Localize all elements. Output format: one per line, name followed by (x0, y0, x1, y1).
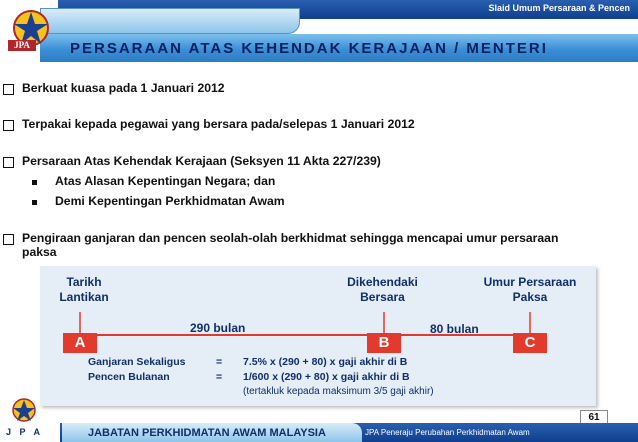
bullet-1: Berkuat kuasa pada 1 Januari 2012 (22, 81, 225, 95)
footer-tagline: JPA Peneraju Perubahan Perkhidmatan Awam (365, 428, 530, 437)
calc-label-pencen: Pencen Bulanan (88, 371, 170, 383)
sub-bullet-1: Atas Alasan Kepentingan Negara; dan (55, 174, 276, 188)
segment-80-label: 80 bulan (430, 322, 479, 336)
calc-formula-pencen: 1/600 x (290 + 80) x gaji akhir di B (243, 371, 410, 383)
calc-label-ganjaran: Ganjaran Sekaligus (88, 356, 186, 368)
calc-note: (tertakluk kepada maksimum 3/5 gaji akhir) (243, 386, 434, 397)
calc-formula-ganjaran: 7.5% x (290 + 80) x gaji akhir di B (243, 356, 408, 368)
sub-bullet-2: Demi Kepentingan Perkhidmatan Awam (55, 194, 285, 208)
point-b: B (367, 333, 401, 353)
bullet-2: Terpakai kepada pegawai yang bersara pada/selepas 1 Januari 2012 (22, 117, 415, 131)
label-umur-persaraan-paksa: Umur Persaraan Paksa (483, 275, 577, 304)
header-subtitle: Slaid Umum Persaraan & Pencen (488, 3, 630, 13)
footer-organization: JABATAN PERKHIDMATAN AWAM MALAYSIA (88, 427, 326, 439)
calc-equals: = (216, 356, 223, 368)
page-title: PERSARAAN ATAS KEHENDAK KERAJAAN / MENTERI (70, 40, 548, 57)
segment-290-label: 290 bulan (190, 321, 246, 335)
label-tarikh-lantikan: Tarikh Lantikan (59, 275, 109, 304)
calc-equals: = (216, 371, 223, 383)
point-c: C (513, 333, 547, 353)
bullet-4-cont: paksa (22, 245, 57, 259)
point-a: A (63, 333, 97, 353)
label-dikehendaki-bersara: Dikehendaki Bersara (347, 275, 418, 304)
bullet-3: Persaraan Atas Kehendak Kerajaan (Seksyen 11 Akta 227/239) (22, 154, 381, 168)
footer-logo-label: J P A (6, 427, 44, 437)
page-number: 61 (580, 410, 608, 425)
bullet-4: Pengiraan ganjaran dan pencen seolah-olah berkhidmat sehingga mencapai umur persaraan (22, 231, 559, 245)
logo-label: JPA (8, 40, 36, 51)
